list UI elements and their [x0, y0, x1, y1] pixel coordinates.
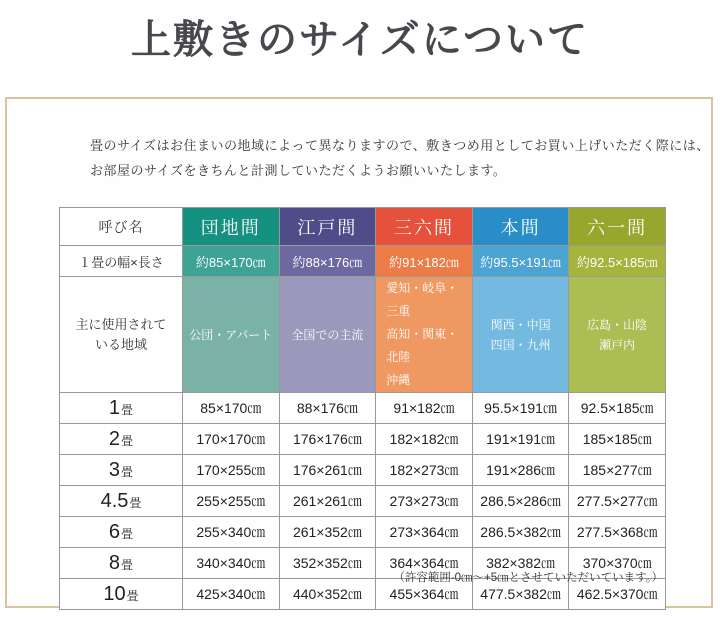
dimension-cell: 170×170㎝ [183, 424, 280, 455]
dimension-cell: 425×340㎝ [183, 579, 280, 610]
dimension-cell: 382×382㎝ [472, 548, 569, 579]
mat-count-label [60, 517, 183, 548]
mat-count-label [60, 579, 183, 610]
region-cell: 愛知・岐阜・三重 高知・関東・北陸 沖縄 [376, 277, 473, 393]
approx-size-cell: 約92.5×185㎝ [569, 246, 666, 277]
mat-count-unit: 畳 [121, 464, 134, 479]
intro-line-1: 畳のサイズはお住まいの地域によって異なりますので、敷きつめ用としてお買い上げいただく際には、 [90, 138, 710, 153]
dimension-cell: 176×261㎝ [279, 455, 376, 486]
mat-count-label [60, 424, 183, 455]
dimension-cell: 340×340㎝ [183, 548, 280, 579]
mat-count-label [60, 455, 183, 486]
dimension-cell: 286.5×382㎝ [472, 517, 569, 548]
page-title: 上敷きのサイズについて [131, 17, 589, 62]
content-frame [5, 97, 713, 608]
mat-count-unit: 畳 [126, 588, 139, 603]
mat-count-number: 4.5 [100, 489, 129, 512]
mat-count-unit: 畳 [121, 433, 134, 448]
dimension-cell: 440×352㎝ [279, 579, 376, 610]
mat-count-unit: 畳 [121, 402, 134, 417]
approx-size-cell: 約85×170㎝ [183, 246, 280, 277]
dimension-cell: 277.5×277㎝ [569, 486, 666, 517]
region-row-label: 主に使用されて いる地域 [60, 277, 183, 393]
size-row-label: １畳の幅×長さ [60, 246, 183, 277]
mat-count-number: 8 [108, 551, 121, 574]
mat-count-label [60, 393, 183, 424]
region-cell: 全国での主流 [279, 277, 376, 393]
mat-count-number: 2 [108, 427, 121, 450]
region-cell: 関西・中国 四国・九州 [472, 277, 569, 393]
mat-count-number: 10 [103, 582, 126, 605]
mat-count-number: 3 [108, 458, 121, 481]
dimension-cell: 92.5×185㎝ [569, 393, 666, 424]
intro-text [90, 133, 710, 183]
dimension-cell: 176×176㎝ [279, 424, 376, 455]
dimension-cell: 370×370㎝ [569, 548, 666, 579]
dimension-cell: 182×182㎝ [376, 424, 473, 455]
approx-size-cell: 約88×176㎝ [279, 246, 376, 277]
dimension-cell: 95.5×191㎝ [472, 393, 569, 424]
column-header-4: 本間 [472, 208, 569, 246]
approx-size-cell: 約91×182㎝ [376, 246, 473, 277]
dimension-cell: 255×340㎝ [183, 517, 280, 548]
dimension-cell: 261×352㎝ [279, 517, 376, 548]
mat-count-number: 1 [108, 396, 121, 419]
region-cell: 広島・山陰 瀬戸内 [569, 277, 666, 393]
corner-header-cell: 呼び名 [60, 208, 183, 246]
dimension-cell: 191×191㎝ [472, 424, 569, 455]
dimension-cell: 273×273㎝ [376, 486, 473, 517]
dimension-cell: 286.5×286㎝ [472, 486, 569, 517]
dimension-cell: 277.5×368㎝ [569, 517, 666, 548]
dimension-cell: 255×255㎝ [183, 486, 280, 517]
dimension-cell: 477.5×382㎝ [472, 579, 569, 610]
approx-size-cell: 約95.5×191㎝ [472, 246, 569, 277]
mat-count-label [60, 548, 183, 579]
tolerance-note: （許容範囲-0㎝～+5㎝とさせていただいています。） [393, 572, 663, 584]
dimension-cell: 364×364㎝ [376, 548, 473, 579]
dimension-cell: 191×286㎝ [472, 455, 569, 486]
dimension-cell: 185×185㎝ [569, 424, 666, 455]
dimension-cell: 85×170㎝ [183, 393, 280, 424]
dimension-cell: 91×182㎝ [376, 393, 473, 424]
mat-count-unit: 畳 [121, 526, 134, 541]
region-cell: 公団・アパート [183, 277, 280, 393]
dimension-cell: 273×364㎝ [376, 517, 473, 548]
dimension-cell: 170×255㎝ [183, 455, 280, 486]
dimension-cell: 182×273㎝ [376, 455, 473, 486]
dimension-cell: 261×261㎝ [279, 486, 376, 517]
mat-count-unit: 畳 [121, 557, 134, 572]
dimension-cell: 352×352㎝ [279, 548, 376, 579]
mat-count-label [60, 486, 183, 517]
dimension-cell: 462.5×370㎝ [569, 579, 666, 610]
column-header-3: 三六間 [376, 208, 473, 246]
mat-count-number: 6 [108, 520, 121, 543]
column-header-5: 六一間 [569, 208, 666, 246]
size-table [59, 207, 666, 610]
column-header-2: 江戸間 [279, 208, 376, 246]
mat-count-unit: 畳 [129, 495, 142, 510]
intro-line-2: お部屋のサイズをきちんと計測していただくようお願いいたします。 [90, 163, 507, 178]
dimension-cell: 455×364㎝ [376, 579, 473, 610]
dimension-cell: 88×176㎝ [279, 393, 376, 424]
column-header-1: 団地間 [183, 208, 280, 246]
dimension-cell: 185×277㎝ [569, 455, 666, 486]
